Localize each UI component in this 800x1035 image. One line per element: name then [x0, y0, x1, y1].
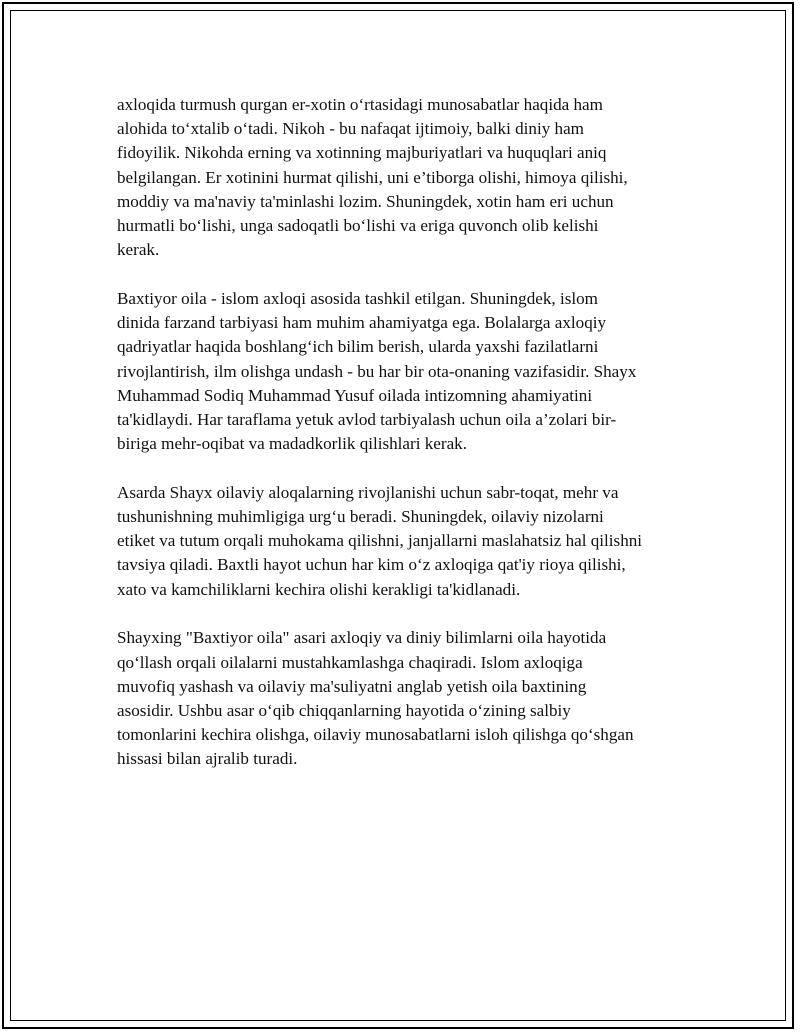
text-line: fidoyilik. Nikohda erning va xotinning majburiyatlari va huquqlari aniq [117, 143, 607, 163]
text-line: hurmatli boʻlishi, unga sadoqatli boʻlishi va eriga quvonch olib kelishi [117, 216, 599, 236]
text-line: dinida farzand tarbiyasi ham muhim ahamiyatga ega. Bolalarga axloqiy [117, 313, 607, 333]
text-line: axloqida turmush qurgan er-xotin oʻrtasidagi munosabatlar haqida ham [117, 95, 603, 114]
text-line: xato va kamchiliklarni kechira olishi kerakligi ta'kidlanadi. [117, 579, 521, 599]
paragraph-1 [117, 93, 687, 262]
text-line: belgilangan. Er xotinini hurmat qilishi, uni e’tiborga olishi, himoya qilishi, [117, 167, 628, 187]
text-line: Shayxing "Baxtiyor oila" asari axloqiy va diniy bilimlarni oila hayotida [117, 628, 607, 648]
text-line: tavsiya qiladi. Baxtli hayot uchun har kim oʻz axloqiga qat'iy rioya qilishi, [117, 555, 626, 575]
text-line: hissasi bilan ajralib turadi. [117, 749, 298, 769]
paragraph-3 [117, 481, 687, 602]
text-line: biriga mehr-oqibat va madadkorlik qilishlari kerak. [117, 434, 467, 454]
text-line: tomonlarini kechira olishga, oilaviy munosabatlarni isloh qilishga qoʻshgan [117, 725, 634, 745]
text-line: Muhammad Sodiq Muhammad Yusuf oilada intizomning ahamiyatini [117, 385, 593, 405]
document-body [117, 93, 687, 796]
text-line: qadriyatlar haqida boshlangʻich bilim berish, ularda yaxshi fazilatlarni [117, 337, 599, 357]
text-line: moddiy va ma'naviy ta'minlashi lozim. Shuningdek, xotin ham eri uchun [117, 191, 614, 211]
text-line: asosidir. Ushbu asar oʻqib chiqqanlarning hayotida oʻzining salbiy [117, 700, 571, 720]
paragraph-4 [117, 626, 687, 771]
text-line: rivojlantirish, ilm olishga undash - bu har bir ota-onaning vazifasidir. Shayx [117, 361, 637, 381]
text-line: ta'kidlaydi. Har taraflama yetuk avlod tarbiyalash uchun oila a’zolari bir- [117, 409, 617, 429]
text-line: kerak. [117, 240, 160, 260]
text-line: qoʻllash orqali oilalarni mustahkamlashga chaqiradi. Islom axloqiga [117, 652, 583, 672]
text-line: Asarda Shayx oilaviy aloqalarning rivojlanishi uchun sabr-toqat, mehr va [117, 482, 619, 502]
paragraph-2 [117, 287, 687, 456]
text-line: alohida toʻxtalib oʻtadi. Nikoh - bu nafaqat ijtimoiy, balki diniy ham [117, 119, 584, 139]
text-line: Baxtiyor oila - islom axloqi asosida tashkil etilgan. Shuningdek, islom [117, 288, 598, 308]
text-line: muvofiq yashash va oilaviy ma'suliyatni anglab yetish oila baxtining [117, 676, 587, 696]
text-line: tushunishning muhimligiga urgʻu beradi. Shuningdek, oilaviy nizolarni [117, 507, 604, 527]
text-line: etiket va tutum orqali muhokama qilishni, janjallarni maslahatsiz hal qilishni [117, 531, 643, 551]
